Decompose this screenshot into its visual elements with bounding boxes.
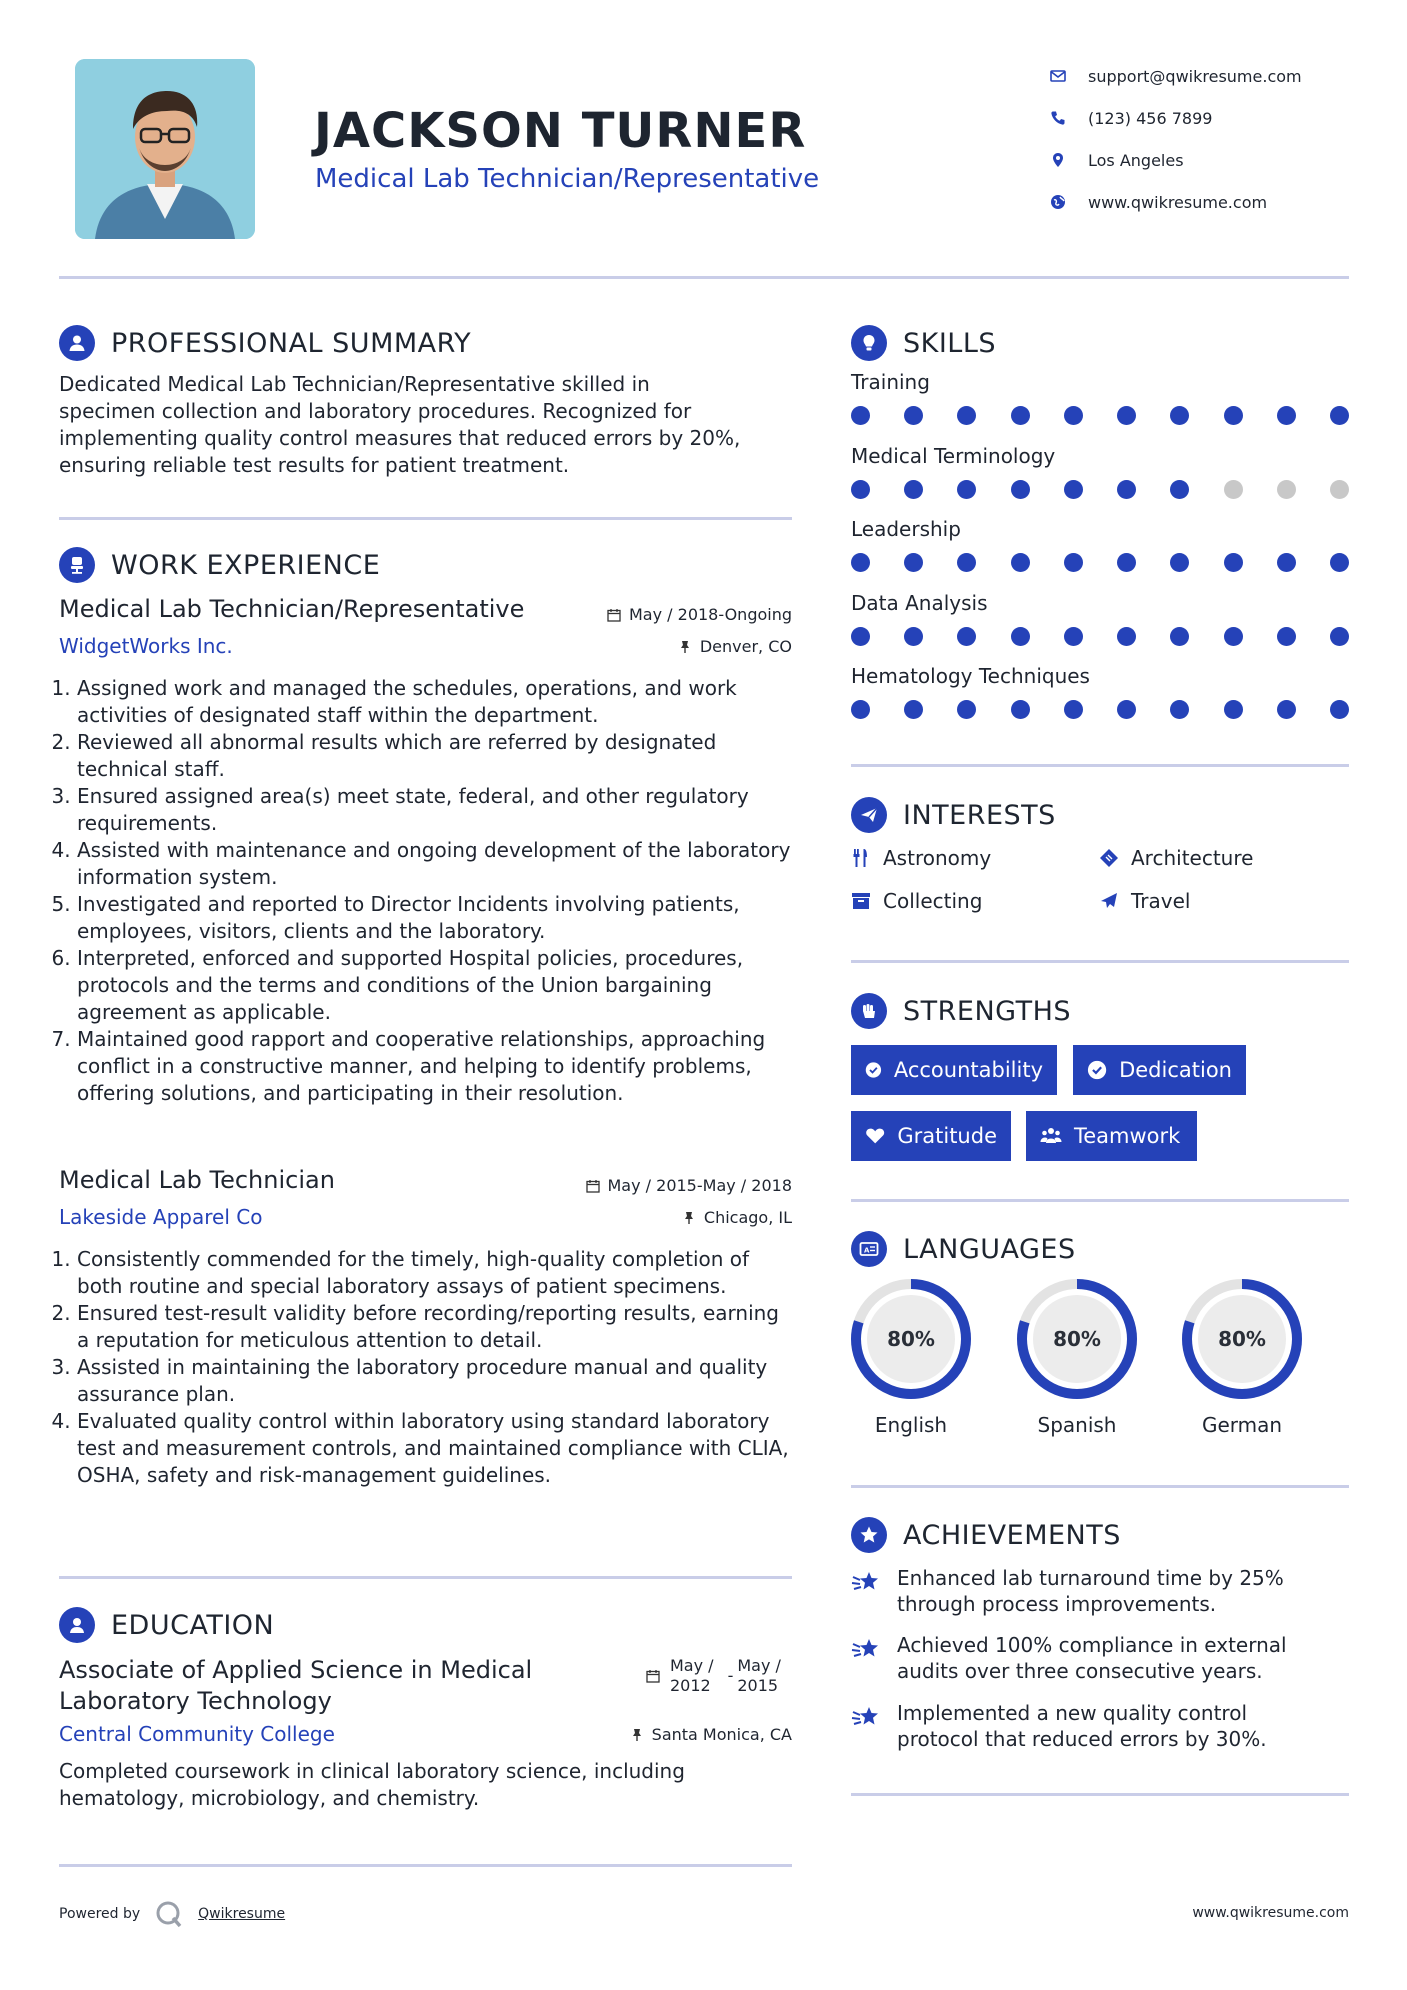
pushpin-icon	[682, 1211, 696, 1225]
list-item: 1. Consistently commended for the timely, high-quality completion of both routine and special laboratory assays of patient specimens.	[77, 1246, 797, 1300]
rating-dot-filled	[1064, 406, 1083, 425]
user-icon	[66, 332, 88, 354]
job-dates-text: May / 2018-Ongoing	[629, 605, 792, 624]
language-name: German	[1201, 1413, 1283, 1437]
edu-date-dash: -	[727, 1666, 734, 1685]
interest-item	[1099, 846, 1253, 870]
summary-heading-text: PROFESSIONAL SUMMARY	[111, 327, 472, 359]
degree-title	[59, 1655, 532, 1717]
check-circle-icon	[1087, 1059, 1107, 1081]
fist-icon	[858, 1000, 880, 1022]
skill-rating	[851, 700, 1349, 719]
rating-dot-empty	[1277, 480, 1296, 499]
skill-rating	[851, 553, 1349, 572]
skill-item	[851, 517, 1351, 572]
achievements-divider	[851, 1793, 1349, 1796]
interest-label: Collecting	[883, 889, 983, 913]
skill-rating	[851, 406, 1349, 425]
calendar-icon	[586, 1179, 600, 1193]
education-location	[630, 1725, 792, 1744]
contact-email-text: support@qwikresume.com	[1088, 66, 1302, 86]
summary-heading	[59, 325, 471, 361]
education-line: hematology, microbiology, and chemistry.	[59, 1786, 480, 1810]
rating-dot-filled	[1224, 553, 1243, 572]
contact-location	[1050, 139, 1302, 181]
strength-label: Teamwork	[1074, 1124, 1181, 1148]
skill-name: Leadership	[851, 517, 961, 541]
users-icon	[1040, 1125, 1062, 1147]
heart-icon	[865, 1125, 885, 1147]
rating-dot-filled	[904, 406, 923, 425]
interests-heading-text: INTERESTS	[903, 799, 1056, 831]
calendar-icon	[646, 1669, 660, 1683]
job-location	[678, 637, 792, 656]
education-description	[59, 1758, 799, 1812]
rating-dot-filled	[1011, 627, 1030, 646]
achievement-line: Enhanced lab turnaround time by 25%	[897, 1566, 1284, 1590]
calendar-icon	[607, 608, 621, 622]
paper-plane-icon	[858, 804, 880, 826]
language-progress-ring	[849, 1277, 973, 1401]
rating-dot-filled	[1011, 700, 1030, 719]
list-item: 5. Investigated and reported to Director Incidents involving patients, employees, visitors, clients and the laboratory.	[77, 891, 792, 945]
skills-heading-text: SKILLS	[903, 327, 997, 359]
summary-line: implementing quality control measures that reduced errors by 20%,	[59, 426, 741, 450]
rating-dot-filled	[1011, 406, 1030, 425]
shooting-star-icon	[851, 1634, 881, 1664]
footer-website[interactable]: www.qwikresume.com	[1192, 1905, 1349, 1921]
rating-dot-filled	[1277, 627, 1296, 646]
rating-dot-filled	[904, 480, 923, 499]
list-item: 3. Assisted in maintaining the laboratory procedure manual and quality assurance plan.	[77, 1354, 797, 1408]
list-item: 4. Assisted with maintenance and ongoing development of the laboratory information system.	[77, 837, 792, 891]
contact-info	[1050, 55, 1302, 223]
interest-label: Travel	[1131, 889, 1191, 913]
experience-divider	[59, 1576, 792, 1579]
rating-dot-filled	[1011, 480, 1030, 499]
rating-dot-filled	[851, 480, 870, 499]
experience-heading	[59, 547, 380, 583]
achievement-item	[851, 1632, 1287, 1684]
graduate-icon	[66, 1614, 88, 1636]
job-location	[682, 1208, 792, 1227]
job-duties	[57, 675, 792, 1107]
rating-dot-filled	[1170, 627, 1189, 646]
rating-dot-filled	[1170, 700, 1189, 719]
rating-dot-filled	[1277, 553, 1296, 572]
experience-heading-text: WORK EXPERIENCE	[111, 549, 381, 581]
achievement-line: audits over three consecutive years.	[897, 1659, 1263, 1683]
phone-icon	[1050, 110, 1066, 126]
rating-dot-filled	[1117, 553, 1136, 572]
language-name: Spanish	[1037, 1413, 1117, 1437]
job-location-text: Denver, CO	[699, 637, 792, 656]
footer-powered-by	[59, 1899, 285, 1929]
rating-dot-filled	[1330, 553, 1349, 572]
interest-label: Architecture	[1131, 846, 1254, 870]
strength-tag	[1073, 1045, 1246, 1095]
language-item	[849, 1277, 973, 1437]
header-divider	[59, 276, 1349, 279]
education-location-text: Santa Monica, CA	[651, 1725, 792, 1744]
job-company: WidgetWorks Inc.	[59, 634, 233, 658]
summary-divider	[59, 517, 792, 520]
contact-location-text: Los Angeles	[1088, 150, 1184, 170]
education-divider	[59, 1864, 792, 1867]
degree-line: Associate of Applied Science in Medical	[59, 1656, 533, 1684]
language-item	[1180, 1277, 1304, 1437]
rating-dot-filled	[957, 700, 976, 719]
rating-dot-filled	[957, 553, 976, 572]
rating-dot-filled	[1170, 406, 1189, 425]
contact-phone[interactable]	[1050, 97, 1302, 139]
svg-text:A: A	[864, 1246, 870, 1255]
contact-website-text: www.qwikresume.com	[1088, 192, 1268, 212]
interest-label: Astronomy	[883, 846, 992, 870]
list-item: 4. Evaluated quality control within laboratory using standard laboratory test and measurement controls, and maintained compliance with CLIA, OSHA, safety and risk-management guidelines.	[77, 1408, 797, 1489]
rating-dot-filled	[904, 553, 923, 572]
strength-label: Gratitude	[897, 1124, 997, 1148]
job-dates	[586, 1176, 793, 1195]
list-item: 2. Reviewed all abnormal results which are referred by designated technical staff.	[77, 729, 792, 783]
languages-heading-text: LANGUAGES	[903, 1233, 1076, 1265]
rating-dot-filled	[1330, 627, 1349, 646]
map-pin-icon	[1050, 152, 1066, 168]
rating-dot-filled	[957, 406, 976, 425]
strengths-heading-text: STRENGTHS	[903, 995, 1072, 1027]
powered-by-text: Powered by	[59, 1906, 141, 1922]
contact-phone-text: (123) 456 7899	[1088, 108, 1213, 128]
achievement-item	[851, 1565, 1284, 1617]
rating-dot-filled	[1064, 700, 1083, 719]
edu-end-year: 2015	[737, 1676, 779, 1695]
education-heading	[59, 1607, 274, 1643]
archive-icon	[851, 891, 871, 911]
achievement-item	[851, 1700, 1267, 1752]
list-item: 2. Ensured test-result validity before recording/reporting results, earning a reputation for meticulous attention to detail.	[77, 1300, 797, 1354]
rating-dot-filled	[1330, 700, 1349, 719]
job-title: Medical Lab Technician/Representative	[59, 595, 525, 623]
strength-tag	[851, 1111, 1011, 1161]
job-company: Lakeside Apparel Co	[59, 1205, 263, 1229]
achievement-line: Achieved 100% compliance in external	[897, 1633, 1287, 1657]
plane-icon	[1099, 891, 1119, 911]
rating-dot-filled	[1170, 553, 1189, 572]
summary-text	[59, 371, 799, 479]
rating-dot-filled	[1224, 406, 1243, 425]
rating-dot-filled	[904, 700, 923, 719]
skill-rating	[851, 627, 1349, 646]
strength-tag	[851, 1045, 1057, 1095]
rating-dot-filled	[851, 700, 870, 719]
check-circle-icon	[865, 1059, 882, 1081]
rating-dot-filled	[1117, 627, 1136, 646]
shooting-star-icon	[851, 1702, 881, 1732]
rating-dot-filled	[1064, 480, 1083, 499]
education-line: Completed coursework in clinical laboratory science, including	[59, 1759, 685, 1783]
rating-dot-filled	[851, 406, 870, 425]
school-name: Central Community College	[59, 1722, 335, 1746]
rating-dot-filled	[1224, 700, 1243, 719]
list-item: 6. Interpreted, enforced and supported Hospital policies, procedures, protocols and the terms and conditions of the Union bargaining agreement as applicable.	[77, 945, 792, 1026]
rating-dot-filled	[1064, 627, 1083, 646]
summary-line: Dedicated Medical Lab Technician/Representative skilled in	[59, 372, 650, 396]
list-item: 7. Maintained good rapport and cooperative relationships, approaching conflict in a constructive manner, and helping to identify problems, offering solutions, and participating in their resolution.	[77, 1026, 792, 1107]
summary-line: ensuring reliable test results for patient treatment.	[59, 453, 570, 477]
job-title: Medical Lab Technician	[59, 1166, 335, 1194]
strengths-divider	[851, 1199, 1349, 1202]
job-dates-text: May / 2015-May / 2018	[607, 1176, 792, 1195]
job-duties	[57, 1246, 797, 1489]
rating-dot-filled	[1117, 480, 1136, 499]
contact-website[interactable]	[1050, 181, 1302, 223]
ticket-icon	[1099, 848, 1119, 868]
star-badge-icon	[858, 1524, 880, 1546]
degree-line: Laboratory Technology	[59, 1687, 332, 1715]
office-chair-icon	[66, 554, 88, 576]
strength-label: Accountability	[893, 1058, 1043, 1082]
language-card-icon	[858, 1238, 880, 1260]
globe-icon	[1050, 194, 1066, 210]
achievement-line: protocol that reduced errors by 30%.	[897, 1727, 1267, 1751]
rating-dot-filled	[1117, 700, 1136, 719]
rating-dot-filled	[904, 627, 923, 646]
lightbulb-icon	[858, 332, 880, 354]
skills-divider	[851, 764, 1349, 767]
candidate-title: Medical Lab Technician/Representative	[315, 164, 820, 194]
language-percent: 80%	[1053, 1327, 1101, 1351]
edu-start-year: 2012	[670, 1676, 711, 1695]
utensils-icon	[851, 848, 871, 868]
rating-dot-filled	[851, 627, 870, 646]
language-name: English	[874, 1413, 948, 1437]
interest-item	[1099, 889, 1190, 913]
candidate-name: JACKSON TURNER	[314, 103, 807, 159]
rating-dot-empty	[1224, 480, 1243, 499]
skill-item	[851, 664, 1351, 719]
languages-heading	[851, 1231, 1076, 1267]
strength-tag	[1026, 1111, 1197, 1161]
education-heading-text: EDUCATION	[111, 1609, 275, 1641]
pushpin-icon	[630, 1728, 644, 1742]
person-avatar-icon	[75, 59, 255, 239]
interest-item	[851, 846, 991, 870]
language-progress-ring	[1015, 1277, 1139, 1401]
skill-name: Training	[851, 370, 930, 394]
strengths-heading	[851, 993, 1071, 1029]
pushpin-icon	[678, 640, 692, 654]
achievement-line: through process improvements.	[897, 1592, 1217, 1616]
strength-label: Dedication	[1119, 1058, 1232, 1082]
achievements-heading	[851, 1517, 1121, 1553]
rating-dot-filled	[957, 480, 976, 499]
skills-heading	[851, 325, 996, 361]
rating-dot-filled	[957, 627, 976, 646]
education-dates	[646, 1656, 781, 1696]
language-percent: 80%	[1218, 1327, 1266, 1351]
summary-line: specimen collection and laboratory procedures. Recognized for	[59, 399, 692, 423]
shooting-star-icon	[851, 1567, 881, 1597]
language-progress-ring	[1180, 1277, 1304, 1401]
rating-dot-filled	[1224, 627, 1243, 646]
rating-dot-empty	[1330, 480, 1349, 499]
edu-end-month: May /	[737, 1656, 781, 1675]
language-item	[1015, 1277, 1139, 1437]
envelope-icon	[1050, 68, 1066, 84]
job-dates	[607, 605, 792, 624]
interests-heading	[851, 797, 1056, 833]
interest-item	[851, 889, 982, 913]
rating-dot-filled	[1277, 406, 1296, 425]
list-item: 3. Ensured assigned area(s) meet state, federal, and other regulatory requirements.	[77, 783, 792, 837]
rating-dot-filled	[1011, 553, 1030, 572]
profile-photo	[75, 59, 255, 239]
list-item: 1. Assigned work and managed the schedules, operations, and work activities of designated staff within the department.	[77, 675, 792, 729]
rating-dot-filled	[1170, 480, 1189, 499]
rating-dot-filled	[1117, 406, 1136, 425]
interests-divider	[851, 960, 1349, 963]
skill-item	[851, 370, 1351, 425]
skill-name: Hematology Techniques	[851, 664, 1090, 688]
job-location-text: Chicago, IL	[703, 1208, 792, 1227]
skill-item	[851, 444, 1351, 499]
skill-name: Data Analysis	[851, 590, 988, 615]
qwikresume-logo-icon	[154, 1899, 184, 1929]
achievements-heading-text: ACHIEVEMENTS	[903, 1519, 1121, 1551]
language-percent: 80%	[887, 1327, 935, 1351]
skill-rating	[851, 480, 1349, 499]
skill-name: Medical Terminology	[851, 443, 1056, 468]
edu-start-month: May /	[670, 1656, 714, 1675]
achievement-line: Implemented a new quality control	[897, 1701, 1248, 1725]
rating-dot-filled	[851, 553, 870, 572]
contact-email[interactable]	[1050, 55, 1302, 97]
skill-item	[851, 591, 1351, 646]
brand-link[interactable]: Qwikresume	[198, 1906, 286, 1922]
rating-dot-filled	[1064, 553, 1083, 572]
rating-dot-filled	[1277, 700, 1296, 719]
languages-divider	[851, 1485, 1349, 1488]
rating-dot-filled	[1330, 406, 1349, 425]
